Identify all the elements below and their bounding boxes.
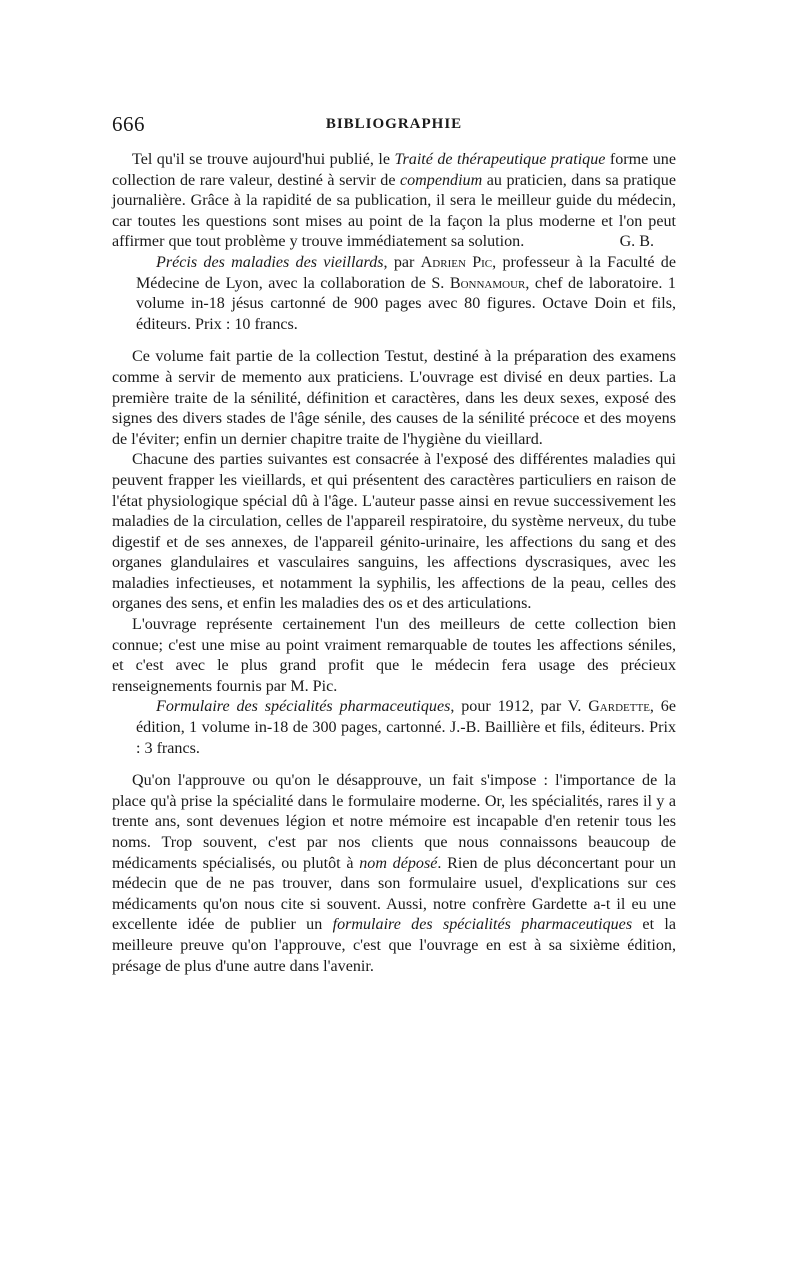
author-name: Gardette — [588, 698, 650, 716]
page-header — [112, 112, 676, 142]
text-run: , pour 1912, par V. — [450, 698, 589, 716]
text-run: Qu'on l'approuve ou qu'on le désapprouve, un fait s'impose : l'importance de la place qu'à prise la spécialité dans le formulaire moderne. Or, les spécialités, rares il y a trente ans, sont devenues légion et notre mémoire est incapable d'en retenir tous les noms. Trop souvent, c'est par nos clients que nous connaissons beaucoup de médicaments spécialisés, ou plutôt à — [112, 772, 676, 872]
bibliography-entry — [112, 697, 676, 759]
text-run: , par — [383, 253, 421, 271]
review-paragraph: L'ouvrage représente certainement l'un des meilleurs de cette collection bien connue; c'est une mise au point vraiment remarquable de toutes les affections séniles, et c'est avec le plus grand profit que le médecin fera usage des précieux renseignements fournis par M. Pic. — [112, 616, 676, 695]
text-run: au praticien, dans sa pratique journalière. Grâce à la rapidité de sa publication, il sera le meilleur guide du médecin, car toutes les questions sont mises au point de la façon la plus moderne et l'on peut affirmer que tout problème y trouve immédiatement sa solution. — [112, 171, 676, 251]
text-run: et la meilleure preuve qu'on l'approuve, c'est que l'ouvrage en est à sa sixième édition, présage de plus d'une autre dans l'avenir. — [112, 916, 676, 975]
author-name: Adrien Pic — [420, 253, 493, 271]
italic-term: nom déposé — [359, 854, 438, 872]
text-run: , 6e édition, 1 volume in-18 de 300 pages, cartonné. J.-B. Baillière et fils, éditeurs. Prix : 3 francs. — [136, 698, 676, 757]
review-paragraph: Chacune des parties suivantes est consacrée à l'exposé des différentes maladies qui peuvent frapper les vieillards, et qui présentent des caractères particuliers en raison de l'état physiologique spécial dû à l'âge. L'auteur passe ainsi en revue successivement les maladies de la circulation, celles de l'appareil respiratoire, du système nerveux, du tube digestif et de ses annexes, de l'appareil génito-urinaire, les affections du sang et des organes glandulaires et vasculaires sanguins, les affections dyscrasiques, avec les maladies infectieuses, et notamment la syphilis, les affections de la peau, celles des organes des sens, et enfin les maladies des os et des articulations. — [112, 451, 676, 613]
text-run: . Rien de plus déconcertant pour un médecin que de ne pas trouver, dans son formulaire usuel, d'explications sur ces médicaments qu'on nous cite si souvent. Aussi, notre confrère Gardette a-t il eu une excellente idée de publier un — [112, 854, 676, 934]
text-run: forme une collection de rare valeur, destiné à servir de — [112, 151, 676, 189]
text-run: , professeur à la Faculté de Médecine de Lyon, avec la collaboration de S. — [136, 253, 676, 292]
signature: G. B. — [619, 233, 654, 251]
collaborator-name: Bonnamour — [449, 274, 526, 292]
bibliography-entry — [112, 253, 676, 335]
page-number: 666 — [112, 112, 145, 136]
book-title: Traité de thérapeutique pratique — [394, 151, 606, 168]
text-run: , chef de laboratoire. 1 volume in-18 jésus cartonné de 900 pages avec 80 figures. Octave Doin et fils, éditeurs. Prix : 10 francs. — [136, 274, 676, 333]
book-title: Précis des maladies des vieillards — [156, 253, 384, 271]
page-body — [112, 150, 676, 977]
text-run: Tel qu'il se trouve aujourd'hui publié, le — [132, 151, 395, 168]
italic-term: compendium — [399, 171, 483, 189]
review-paragraph — [112, 150, 676, 253]
book-title: formulaire des spécialités pharmaceutiques — [332, 916, 633, 934]
book-title: Formulaire des spécialités pharmaceutiques — [156, 698, 451, 716]
running-head: BIBLIOGRAPHIE — [325, 116, 463, 132]
review-paragraph: Ce volume fait partie de la collection Testut, destiné à la préparation des examens comme à servir de memento aux praticiens. L'ouvrage est divisé en deux parties. La première traite de la sénilité, définition et caractères, dans les deux sexes, exposé des signes des divers stades de l'âge sénile, des causes de la sénilité précoce et des moyens de l'éviter; enfin un dernier chapitre traite de l'hygiène du vieillard. — [112, 348, 676, 448]
review-paragraph — [112, 771, 676, 977]
